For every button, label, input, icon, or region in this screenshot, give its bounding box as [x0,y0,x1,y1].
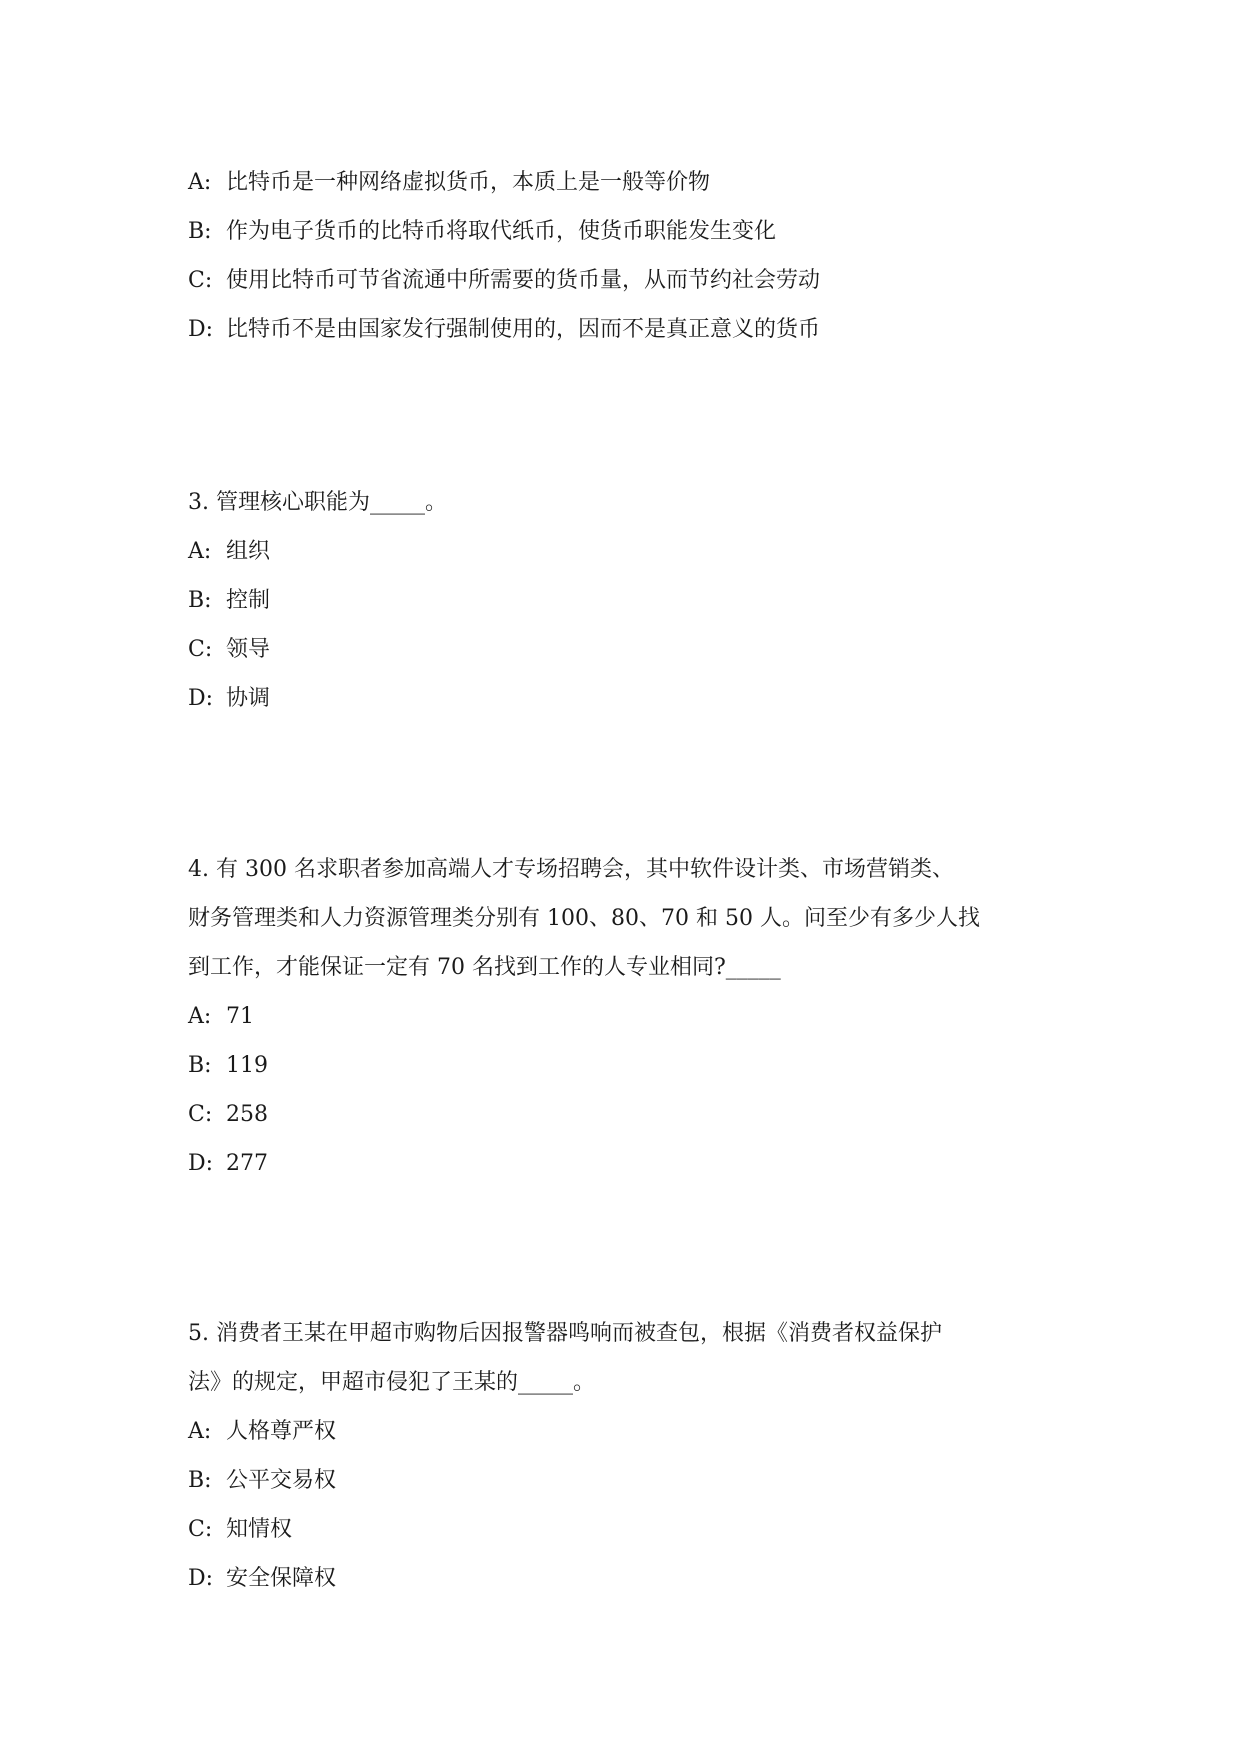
option-b [188,576,1068,625]
option-letter: B: [188,588,212,613]
option-d [188,1554,1068,1603]
option-text: 协调 [226,686,271,711]
option-letter: C: [188,1517,213,1542]
option-letter: B: [188,1468,212,1493]
question-5-block [188,1309,1068,1603]
option-letter: B: [188,1053,212,1078]
option-a [188,1407,1068,1456]
option-text: 119 [226,1053,268,1078]
question-list [188,158,1068,1603]
option-c [188,1090,1068,1139]
option-d [188,1139,1068,1188]
question-stem-line: 4. 有 300 名求职者参加高端人才专场招聘会，其中软件设计类、市场营销类、 [188,857,954,882]
question-4-block [188,845,1068,1188]
option-letter: A: [188,1419,212,1444]
option-d [188,674,1068,723]
question-stem-line: 到工作，才能保证一定有 70 名找到工作的人专业相同?_____ [188,955,781,980]
option-text: 71 [226,1004,254,1029]
option-letter: C: [188,637,213,662]
option-d [188,305,1068,354]
option-letter: C: [188,268,213,293]
option-text: 人格尊严权 [226,1419,337,1444]
option-c [188,625,1068,674]
option-text: 公平交易权 [226,1468,337,1493]
option-text: 比特币是一种网络虚拟货币，本质上是一般等价物 [226,170,711,195]
question-stem-line: 5. 消费者王某在甲超市购物后因报警器鸣响而被查包，根据《消费者权益保护 [188,1321,942,1346]
option-text: 比特币不是由国家发行强制使用的，因而不是真正意义的货币 [226,317,821,342]
question-2-block [188,158,1068,354]
question-stem-line: 法》的规定，甲超市侵犯了王某的_____。 [188,1370,596,1395]
option-letter: B: [188,219,212,244]
option-text: 控制 [226,588,271,613]
option-b [188,1041,1068,1090]
option-text: 作为电子货币的比特币将取代纸币，使货币职能发生变化 [226,219,777,244]
option-b [188,207,1068,256]
option-c [188,256,1068,305]
option-text: 使用比特币可节省流通中所需要的货币量，从而节约社会劳动 [226,268,821,293]
option-a [188,158,1068,207]
option-text: 领导 [226,637,271,662]
option-text: 安全保障权 [226,1566,337,1591]
option-a [188,992,1068,1041]
option-letter: D: [188,686,214,711]
option-letter: A: [188,539,212,564]
option-letter: D: [188,1151,214,1176]
question-stem-line: 财务管理类和人力资源管理类分别有 100、80、70 和 50 人。问至少有多少人找 [188,906,980,931]
question-stem: 3. 管理核心职能为_____。 [188,490,447,515]
option-text: 258 [226,1102,268,1127]
option-c [188,1505,1068,1554]
option-letter: A: [188,1004,212,1029]
option-text: 组织 [226,539,271,564]
option-text: 277 [226,1151,268,1176]
option-letter: D: [188,317,214,342]
option-text: 知情权 [226,1517,293,1542]
option-b [188,1456,1068,1505]
option-letter: C: [188,1102,213,1127]
option-letter: A: [188,170,212,195]
question-3-block [188,478,1068,723]
option-a [188,527,1068,576]
option-letter: D: [188,1566,214,1591]
